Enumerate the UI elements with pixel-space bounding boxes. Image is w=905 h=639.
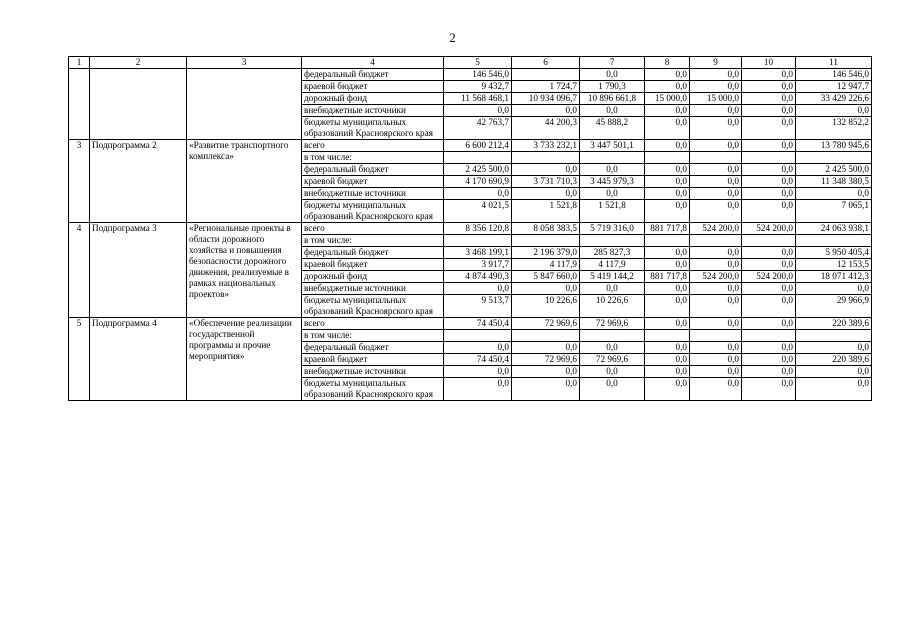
value-cell — [690, 330, 742, 342]
source-label: краевой бюджет — [302, 259, 444, 271]
value-cell: 0,0 — [690, 69, 742, 81]
value-cell — [742, 235, 796, 247]
value-cell: 0,0 — [444, 188, 512, 200]
value-cell — [645, 330, 690, 342]
source-label: бюджеты муниципальных образований Красноярского края — [302, 117, 444, 140]
value-cell: 5 719 316,0 — [580, 223, 645, 235]
value-cell: 0,0 — [645, 164, 690, 176]
value-cell: 0,0 — [512, 105, 580, 117]
value-cell: 74 450,4 — [444, 354, 512, 366]
value-cell: 0,0 — [512, 378, 580, 401]
value-cell: 0,0 — [645, 295, 690, 318]
value-cell: 9 513,7 — [444, 295, 512, 318]
value-cell: 13 780 945,6 — [796, 140, 872, 152]
source-label: внебюджетные источники — [302, 188, 444, 200]
source-label: федеральный бюджет — [302, 247, 444, 259]
value-cell: 0,0 — [742, 366, 796, 378]
value-cell — [796, 330, 872, 342]
value-cell: 0,0 — [742, 164, 796, 176]
value-cell: 11 568 468,1 — [444, 93, 512, 105]
value-cell: 72 969,6 — [512, 354, 580, 366]
value-cell: 0,0 — [512, 283, 580, 295]
value-cell — [580, 235, 645, 247]
value-cell: 0,0 — [645, 366, 690, 378]
source-label: в том числе: — [302, 330, 444, 342]
value-cell — [512, 69, 580, 81]
value-cell: 3 445 979,3 — [580, 176, 645, 188]
value-cell: 0,0 — [444, 283, 512, 295]
value-cell: 0,0 — [690, 354, 742, 366]
row-number-cell: 5 — [69, 318, 90, 401]
value-cell: 74 450,4 — [444, 318, 512, 330]
value-cell: 220 389,6 — [796, 318, 872, 330]
value-cell: 0,0 — [645, 318, 690, 330]
value-cell: 4 170 690,9 — [444, 176, 512, 188]
value-cell: 0,0 — [796, 105, 872, 117]
value-cell: 0,0 — [580, 283, 645, 295]
value-cell: 0,0 — [742, 117, 796, 140]
value-cell — [512, 235, 580, 247]
value-cell: 5 847 660,0 — [512, 271, 580, 283]
value-cell — [645, 235, 690, 247]
value-cell — [796, 235, 872, 247]
value-cell: 0,0 — [742, 188, 796, 200]
value-cell: 524 200,0 — [690, 271, 742, 283]
source-label: дорожный фонд — [302, 93, 444, 105]
value-cell: 0,0 — [690, 378, 742, 401]
value-cell: 0,0 — [796, 366, 872, 378]
value-cell: 524 200,0 — [742, 223, 796, 235]
value-cell — [444, 330, 512, 342]
value-cell: 0,0 — [742, 342, 796, 354]
value-cell: 5 950 405,4 — [796, 247, 872, 259]
source-label: бюджеты муниципальных образований Красноярского края — [302, 200, 444, 223]
value-cell: 0,0 — [742, 93, 796, 105]
value-cell: 2 425 500,0 — [444, 164, 512, 176]
value-cell: 0,0 — [690, 366, 742, 378]
value-cell: 0,0 — [690, 318, 742, 330]
value-cell: 0,0 — [742, 176, 796, 188]
value-cell: 0,0 — [645, 81, 690, 93]
value-cell: 1 521,8 — [512, 200, 580, 223]
value-cell: 0,0 — [690, 140, 742, 152]
value-cell — [580, 330, 645, 342]
value-cell: 0,0 — [742, 318, 796, 330]
value-cell: 4 874 490,3 — [444, 271, 512, 283]
program-name-cell — [90, 69, 187, 140]
column-header-row — [69, 57, 872, 69]
value-cell: 146 546,0 — [796, 69, 872, 81]
value-cell: 10 226,6 — [580, 295, 645, 318]
value-cell: 0,0 — [742, 259, 796, 271]
value-cell: 15 000,0 — [690, 93, 742, 105]
source-label: дорожный фонд — [302, 271, 444, 283]
source-label: краевой бюджет — [302, 81, 444, 93]
value-cell: 881 717,8 — [645, 271, 690, 283]
source-label: федеральный бюджет — [302, 164, 444, 176]
value-cell: 0,0 — [444, 366, 512, 378]
source-label: в том числе: — [302, 152, 444, 164]
value-cell: 15 000,0 — [645, 93, 690, 105]
value-cell: 4 021,5 — [444, 200, 512, 223]
program-name-cell: Подпрограмма 3 — [90, 223, 187, 318]
column-header: 8 — [645, 57, 690, 69]
value-cell: 524 200,0 — [690, 223, 742, 235]
value-cell: 0,0 — [742, 69, 796, 81]
value-cell: 0,0 — [690, 295, 742, 318]
value-cell: 0,0 — [690, 105, 742, 117]
value-cell: 0,0 — [690, 200, 742, 223]
value-cell — [796, 152, 872, 164]
value-cell: 0,0 — [580, 69, 645, 81]
value-cell — [690, 235, 742, 247]
value-cell — [512, 330, 580, 342]
value-cell: 285 827,3 — [580, 247, 645, 259]
value-cell: 0,0 — [580, 164, 645, 176]
value-cell: 0,0 — [444, 342, 512, 354]
value-cell: 0,0 — [742, 378, 796, 401]
value-cell: 0,0 — [690, 259, 742, 271]
value-cell: 42 763,7 — [444, 117, 512, 140]
value-cell: 3 917,7 — [444, 259, 512, 271]
program-title-cell — [187, 69, 302, 140]
program-title-cell: «Обеспечение реализации государственной программы и прочие мероприятия» — [187, 318, 302, 401]
value-cell: 0,0 — [742, 140, 796, 152]
value-cell: 146 546,0 — [444, 69, 512, 81]
source-label: внебюджетные источники — [302, 366, 444, 378]
value-cell: 0,0 — [690, 164, 742, 176]
column-header: 1 — [69, 57, 90, 69]
value-cell: 0,0 — [742, 283, 796, 295]
column-header: 2 — [90, 57, 187, 69]
row-number-cell: 4 — [69, 223, 90, 318]
table-row — [69, 318, 872, 330]
value-cell: 0,0 — [580, 378, 645, 401]
column-header: 3 — [187, 57, 302, 69]
value-cell: 12 153,5 — [796, 259, 872, 271]
value-cell: 0,0 — [512, 342, 580, 354]
source-label: всего — [302, 318, 444, 330]
value-cell: 0,0 — [645, 200, 690, 223]
table-row — [69, 223, 872, 235]
value-cell — [742, 330, 796, 342]
value-cell: 72 969,6 — [580, 354, 645, 366]
value-cell: 0,0 — [742, 354, 796, 366]
source-label: федеральный бюджет — [302, 342, 444, 354]
column-header: 11 — [796, 57, 872, 69]
value-cell: 0,0 — [742, 105, 796, 117]
source-label: в том числе: — [302, 235, 444, 247]
source-label: бюджеты муниципальных образований Красноярского края — [302, 378, 444, 401]
value-cell: 0,0 — [742, 295, 796, 318]
value-cell: 44 200,3 — [512, 117, 580, 140]
program-title-cell: «Региональные проекты в области дорожного хозяйства и повышения безопасности дорожного движения, реализуемые в рамках национальных проектов» — [187, 223, 302, 318]
value-cell: 0,0 — [645, 378, 690, 401]
value-cell — [690, 152, 742, 164]
value-cell: 2 425 500,0 — [796, 164, 872, 176]
column-header: 9 — [690, 57, 742, 69]
value-cell — [580, 152, 645, 164]
value-cell: 12 947,7 — [796, 81, 872, 93]
value-cell: 0,0 — [690, 283, 742, 295]
value-cell: 8 356 120,8 — [444, 223, 512, 235]
value-cell: 10 934 096,7 — [512, 93, 580, 105]
value-cell: 10 226,6 — [512, 295, 580, 318]
value-cell: 0,0 — [645, 105, 690, 117]
value-cell: 3 733 232,1 — [512, 140, 580, 152]
source-label: всего — [302, 140, 444, 152]
value-cell: 0,0 — [690, 81, 742, 93]
program-title-cell: «Развитие транспортного комплекса» — [187, 140, 302, 223]
value-cell: 72 969,6 — [580, 318, 645, 330]
table-row — [69, 69, 872, 81]
value-cell: 0,0 — [690, 188, 742, 200]
value-cell: 0,0 — [690, 247, 742, 259]
table-body — [69, 57, 872, 401]
program-name-cell: Подпрограмма 2 — [90, 140, 187, 223]
value-cell: 0,0 — [580, 188, 645, 200]
value-cell: 0,0 — [444, 378, 512, 401]
table-row — [69, 140, 872, 152]
column-header: 7 — [580, 57, 645, 69]
value-cell: 72 969,6 — [512, 318, 580, 330]
value-cell — [444, 152, 512, 164]
value-cell: 0,0 — [690, 342, 742, 354]
value-cell: 0,0 — [580, 342, 645, 354]
value-cell: 0,0 — [645, 140, 690, 152]
value-cell: 0,0 — [742, 200, 796, 223]
value-cell: 1 521,8 — [580, 200, 645, 223]
value-cell: 2 196 379,0 — [512, 247, 580, 259]
value-cell: 3 447 501,1 — [580, 140, 645, 152]
value-cell: 1 790,3 — [580, 81, 645, 93]
value-cell: 132 852,2 — [796, 117, 872, 140]
column-header: 4 — [302, 57, 444, 69]
value-cell: 0,0 — [645, 283, 690, 295]
value-cell: 0,0 — [645, 188, 690, 200]
value-cell: 0,0 — [645, 69, 690, 81]
value-cell: 220 389,6 — [796, 354, 872, 366]
value-cell: 0,0 — [512, 366, 580, 378]
value-cell: 0,0 — [645, 247, 690, 259]
value-cell: 0,0 — [645, 259, 690, 271]
value-cell: 3 731 710,3 — [512, 176, 580, 188]
value-cell: 29 966,9 — [796, 295, 872, 318]
value-cell: 6 600 212,4 — [444, 140, 512, 152]
value-cell: 0,0 — [512, 188, 580, 200]
value-cell: 4 117,9 — [512, 259, 580, 271]
value-cell: 3 468 199,1 — [444, 247, 512, 259]
column-header: 10 — [742, 57, 796, 69]
source-label: внебюджетные источники — [302, 105, 444, 117]
page-number: 2 — [449, 30, 456, 45]
value-cell: 0,0 — [645, 354, 690, 366]
value-cell: 0,0 — [796, 188, 872, 200]
value-cell: 7 065,1 — [796, 200, 872, 223]
value-cell: 0,0 — [444, 105, 512, 117]
value-cell: 0,0 — [796, 283, 872, 295]
value-cell: 0,0 — [645, 117, 690, 140]
value-cell: 1 724,7 — [512, 81, 580, 93]
value-cell: 0,0 — [645, 176, 690, 188]
row-number-cell — [69, 69, 90, 140]
value-cell: 9 432,7 — [444, 81, 512, 93]
value-cell: 45 888,2 — [580, 117, 645, 140]
value-cell — [742, 152, 796, 164]
program-name-cell: Подпрограмма 4 — [90, 318, 187, 401]
budget-table — [68, 56, 872, 401]
source-label: краевой бюджет — [302, 354, 444, 366]
column-header: 5 — [444, 57, 512, 69]
value-cell: 33 429 226,6 — [796, 93, 872, 105]
value-cell — [645, 152, 690, 164]
value-cell: 10 896 661,8 — [580, 93, 645, 105]
value-cell: 4 117,9 — [580, 259, 645, 271]
value-cell: 524 200,0 — [742, 271, 796, 283]
value-cell: 24 063 938,1 — [796, 223, 872, 235]
source-label: внебюджетные источники — [302, 283, 444, 295]
value-cell: 0,0 — [580, 105, 645, 117]
value-cell: 5 419 144,2 — [580, 271, 645, 283]
value-cell: 0,0 — [796, 342, 872, 354]
value-cell: 8 058 383,5 — [512, 223, 580, 235]
value-cell: 0,0 — [796, 378, 872, 401]
source-label: краевой бюджет — [302, 176, 444, 188]
value-cell: 0,0 — [742, 81, 796, 93]
value-cell — [444, 235, 512, 247]
value-cell: 0,0 — [512, 164, 580, 176]
source-label: федеральный бюджет — [302, 69, 444, 81]
value-cell: 11 348 380,5 — [796, 176, 872, 188]
value-cell: 18 071 412,3 — [796, 271, 872, 283]
value-cell: 0,0 — [690, 117, 742, 140]
source-label: бюджеты муниципальных образований Красноярского края — [302, 295, 444, 318]
value-cell: 881 717,8 — [645, 223, 690, 235]
value-cell — [512, 152, 580, 164]
value-cell: 0,0 — [690, 176, 742, 188]
row-number-cell: 3 — [69, 140, 90, 223]
value-cell: 0,0 — [742, 247, 796, 259]
source-label: всего — [302, 223, 444, 235]
value-cell: 0,0 — [580, 366, 645, 378]
column-header: 6 — [512, 57, 580, 69]
value-cell: 0,0 — [645, 342, 690, 354]
